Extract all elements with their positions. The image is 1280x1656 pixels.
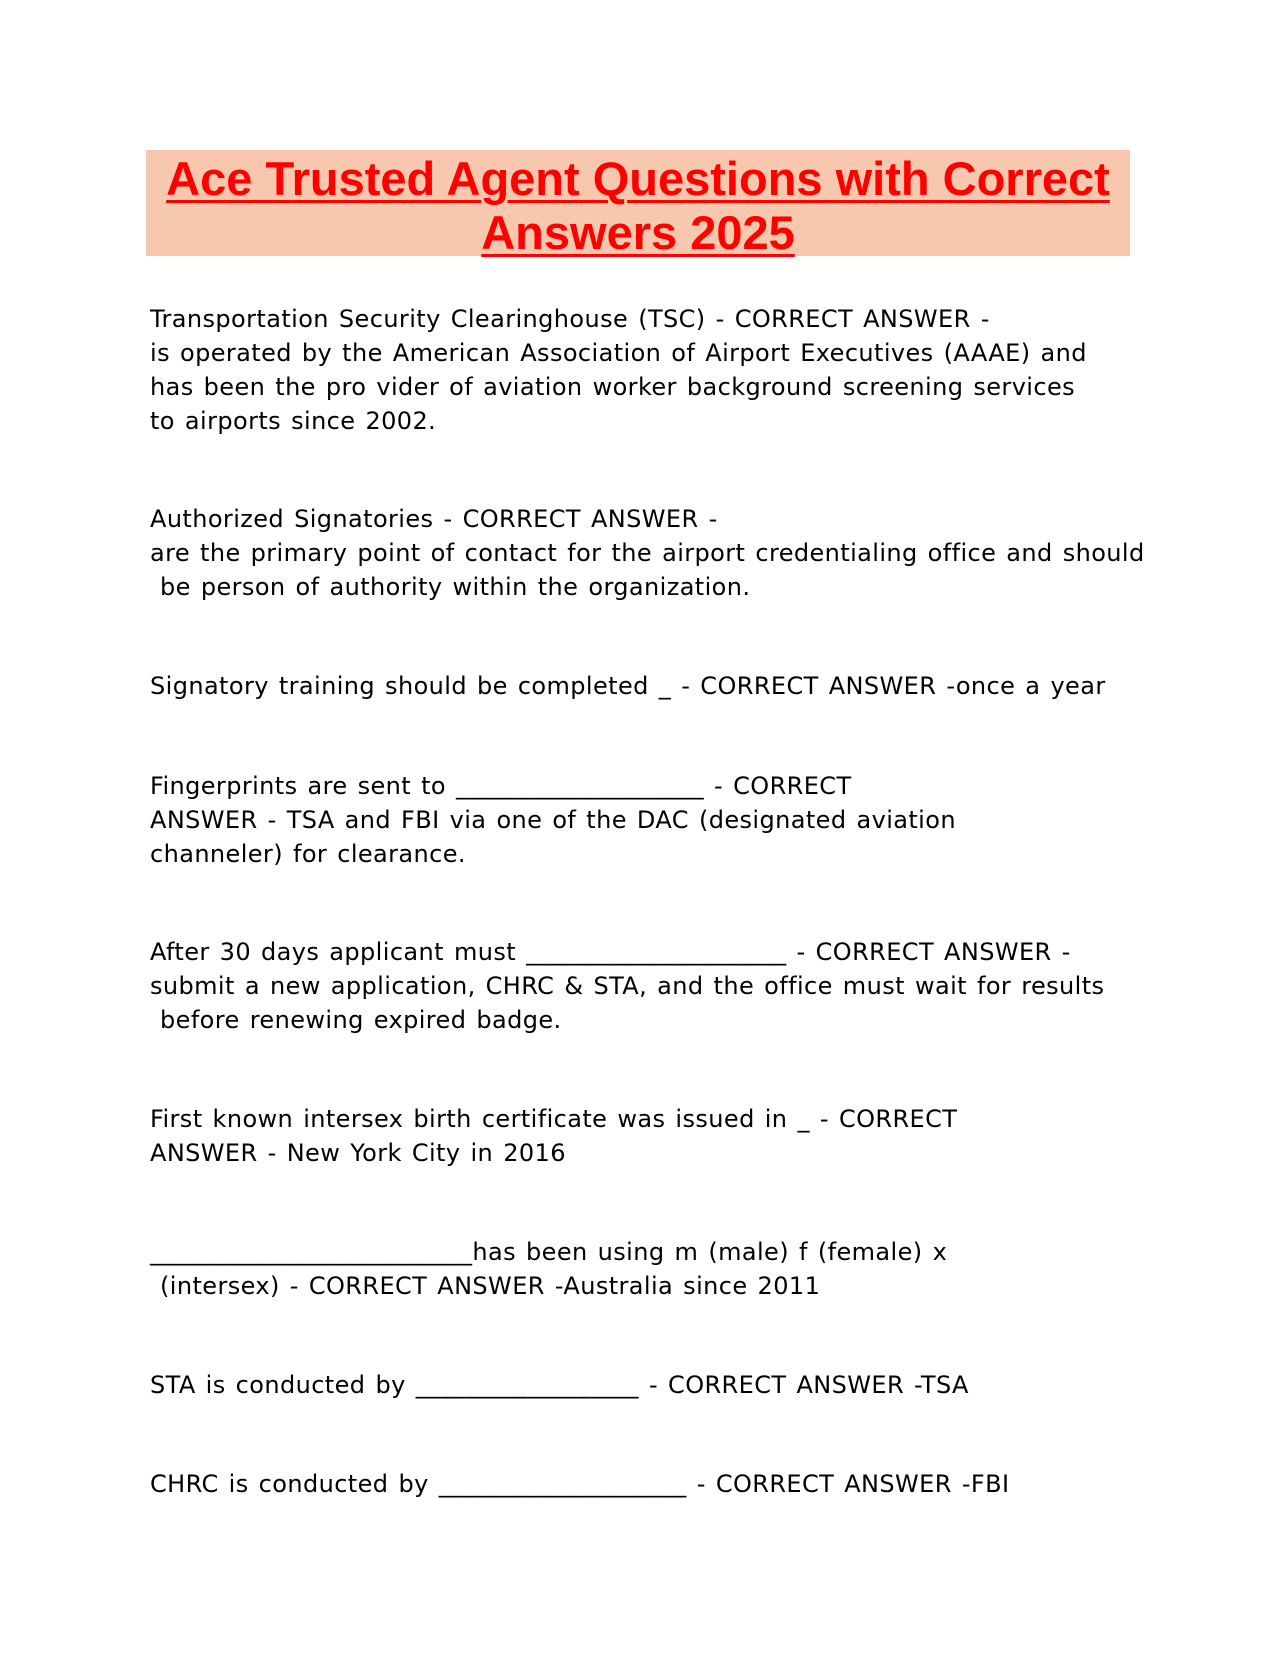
qa-item-after-30-days: [150, 935, 1170, 1037]
qa-item-tsc: [150, 302, 1170, 438]
qa-item-sta: [150, 1368, 1170, 1402]
qa-item-chrc: [150, 1467, 1170, 1501]
qa-line: Signatory training should be completed _ - CORRECT ANSWER -once a year: [150, 672, 1106, 700]
qa-item-signatory-training: [150, 669, 1170, 703]
qa-line: are the primary point of contact for the airport credentialing office and should: [150, 539, 1145, 567]
qa-line: __________________________has been using m (male) f (female) x: [150, 1238, 948, 1266]
qa-line: Authorized Signatories - CORRECT ANSWER -: [150, 505, 718, 533]
qa-line: to airports since 2002.: [150, 407, 437, 435]
qa-line: ANSWER - New York City in 2016: [150, 1139, 566, 1167]
document-title-line-1: Ace Trusted Agent Questions with Correct: [166, 152, 1110, 205]
qa-line: submit a new application, CHRC & STA, and the office must wait for results: [150, 972, 1105, 1000]
qa-item-fingerprints: [150, 769, 1170, 871]
qa-line: Fingerprints are sent to ____________________ - CORRECT: [150, 772, 852, 800]
qa-line: be person of authority within the organization.: [150, 573, 751, 601]
qa-item-authorized-signatories: [150, 502, 1170, 604]
qa-item-australia: [150, 1235, 1170, 1303]
document-title-line-2: Answers 2025: [481, 206, 795, 259]
qa-line: before renewing expired badge.: [150, 1006, 562, 1034]
qa-line: Transportation Security Clearinghouse (TSC) - CORRECT ANSWER -: [150, 305, 990, 333]
qa-line: STA is conducted by __________________ - CORRECT ANSWER -TSA: [150, 1371, 969, 1399]
qa-line: channeler) for clearance.: [150, 840, 466, 868]
qa-line: CHRC is conducted by ____________________ - CORRECT ANSWER -FBI: [150, 1470, 1010, 1498]
qa-line: First known intersex birth certificate was issued in _ - CORRECT: [150, 1105, 958, 1133]
title-banner: [146, 150, 1130, 259]
qa-line: (intersex) - CORRECT ANSWER -Australia since 2011: [150, 1272, 821, 1300]
qa-line: ANSWER - TSA and FBI via one of the DAC (designated aviation: [150, 806, 956, 834]
qa-line: is operated by the American Association of Airport Executives (AAAE) and: [150, 339, 1087, 367]
qa-line: has been the pro vider of aviation worker background screening services: [150, 373, 1076, 401]
qa-item-intersex-certificate: [150, 1102, 1170, 1170]
qa-line: After 30 days applicant must _____________________ - CORRECT ANSWER -: [150, 938, 1071, 966]
